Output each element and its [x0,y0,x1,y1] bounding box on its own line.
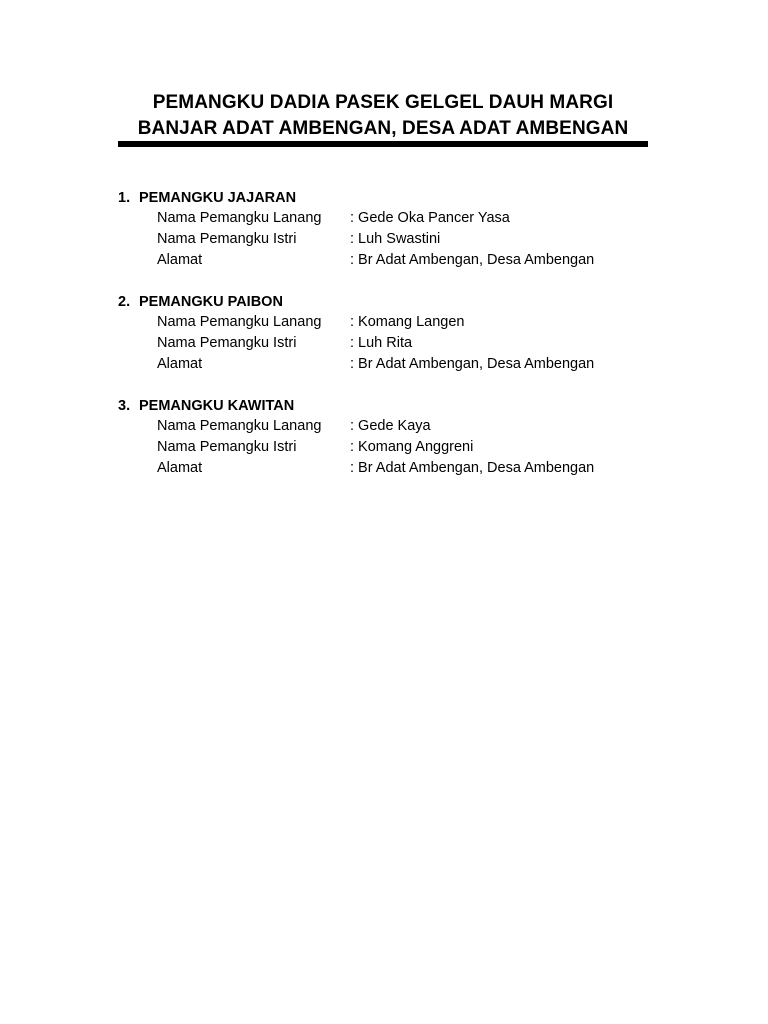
section-title: PEMANGKU KAWITAN [139,398,295,414]
field-value: : Br Adat Ambengan, Desa Ambengan [350,252,595,268]
section-title: PEMANGKU PAIBON [139,294,283,310]
field-label: Nama Pemangku Istri [157,439,297,455]
field-row [118,333,678,354]
field-label: Alamat [157,460,203,476]
field-value: : Komang Langen [350,314,465,330]
section-kawitan [118,396,678,479]
section-list [118,188,678,500]
section-heading [118,188,678,208]
field-row [118,250,678,271]
field-value: : Br Adat Ambengan, Desa Ambengan [350,356,595,372]
document-header [118,90,648,142]
field-row [118,208,678,229]
field-row [118,416,678,437]
field-row [118,458,678,479]
header-divider [118,141,648,147]
field-row [118,312,678,333]
title-line-1: PEMANGKU DADIA PASEK GELGEL DAUH MARGI [152,92,614,113]
section-title: PEMANGKU JAJARAN [139,190,297,206]
section-heading [118,396,678,416]
field-row [118,229,678,250]
field-label: Alamat [157,252,203,268]
section-number: 1. [118,190,131,206]
field-row [118,354,678,375]
section-number: 2. [118,294,131,310]
section-heading [118,292,678,312]
title-line-2: BANJAR ADAT AMBENGAN, DESA ADAT AMBENGAN [137,118,629,139]
section-jajaran [118,188,678,271]
field-label: Nama Pemangku Lanang [157,418,322,434]
field-label: Nama Pemangku Lanang [157,210,322,226]
field-label: Nama Pemangku Lanang [157,314,322,330]
field-value: : Luh Rita [350,335,413,351]
section-paibon [118,292,678,375]
field-value: : Br Adat Ambengan, Desa Ambengan [350,460,595,476]
section-number: 3. [118,398,131,414]
field-value: : Komang Anggreni [350,439,474,455]
field-value: : Luh Swastini [350,231,441,247]
field-label: Alamat [157,356,203,372]
field-value: : Gede Oka Pancer Yasa [350,210,510,226]
field-value: : Gede Kaya [350,418,431,434]
field-label: Nama Pemangku Istri [157,335,297,351]
field-row [118,437,678,458]
field-label: Nama Pemangku Istri [157,231,297,247]
